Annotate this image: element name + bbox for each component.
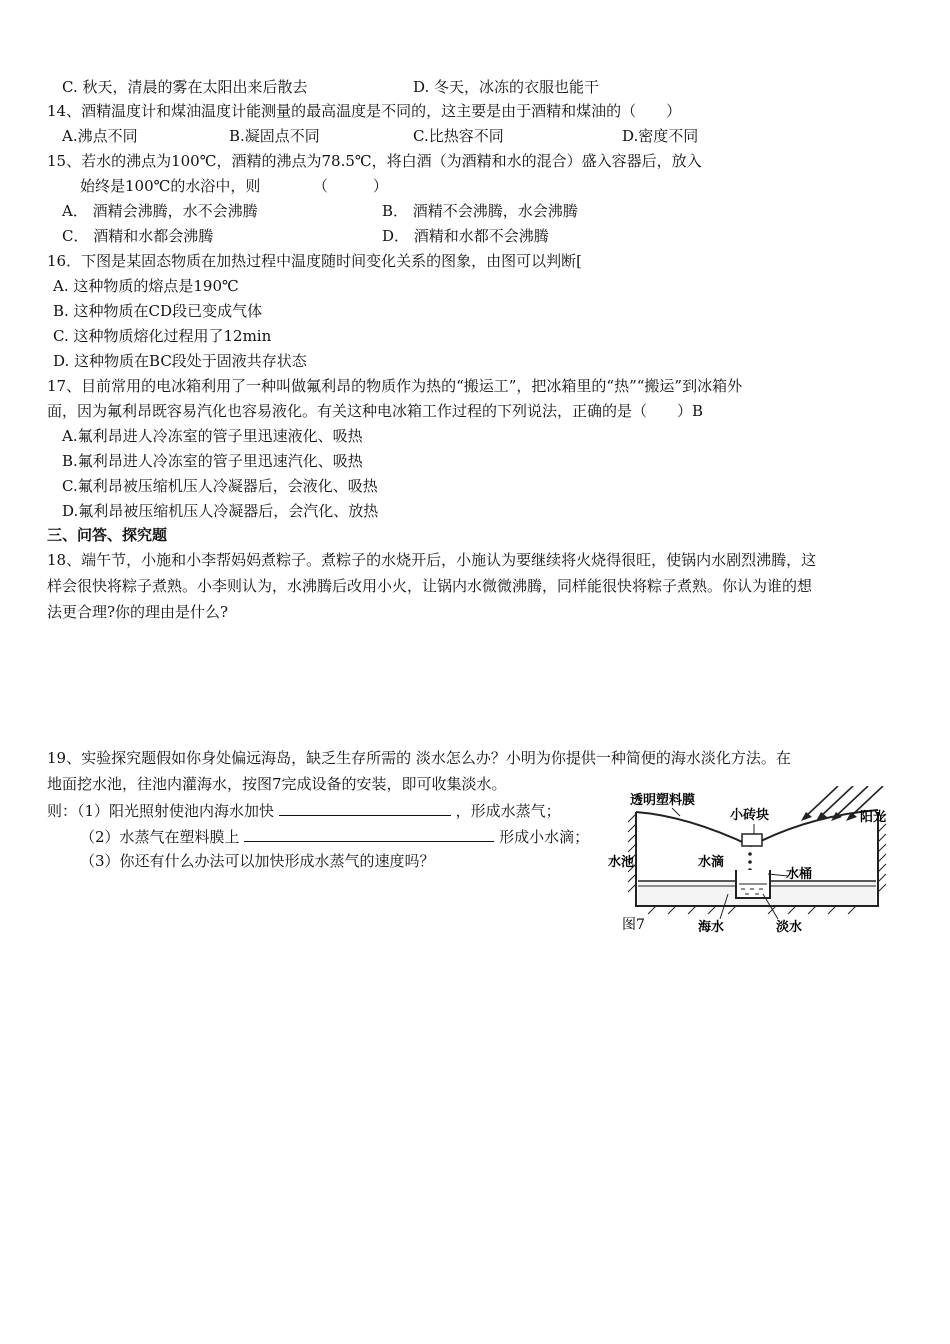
q17-option-b: B.氟利昂进人冷冻室的管子里迅速汽化、吸热 [62, 452, 363, 470]
q15-option-a: A． 酒精会沸腾，水不会沸腾 [62, 202, 258, 220]
figure-caption: 图7 [622, 917, 645, 933]
water-drops [748, 852, 752, 872]
q15-stem-line1: 15、若水的沸点为100℃，酒精的沸点为78.5℃，将白酒（为酒精和水的混合）盛入容器后，放入 [47, 152, 702, 170]
q18-line3: 法更合理?你的理由是什么? [47, 603, 229, 621]
q18-line1: 18、端午节，小施和小李帮妈妈煮粽子。煮粽子的水烧开后，小施认为要继续将火烧得很旺，使锅内水剧烈沸腾，这 [47, 551, 817, 569]
q19-line2: 地面挖水池，往池内灌海水，按图7完成设备的安装，即可收集淡水。 [47, 775, 507, 793]
q19-line1: 19、实验探究题假如你身处偏远海岛，缺乏生存所需的 淡水怎么办？小明为你提供一种简便的海水淡化方法。在 [47, 749, 791, 767]
q19-part2 [80, 826, 589, 847]
q16-option-c: C. 这种物质熔化过程用了12min [53, 327, 272, 345]
q13-option-c: C. 秋天，清晨的雾在太阳出来后散去 [62, 78, 308, 96]
q15-option-d: D． 酒精和水都不会沸腾 [382, 227, 549, 245]
q13-option-d: D. 冬天，冰冻的衣服也能干 [413, 78, 600, 96]
pool-label: 水池 [608, 855, 635, 870]
q17-option-d: D.氟利昂被压缩机压人冷凝器后，会汽化、放热 [62, 502, 379, 520]
sea-label: 海水 [698, 920, 725, 935]
q16-option-b: B. 这种物质在CD段已变成气体 [53, 302, 263, 320]
q16-stem: 16．下图是某固态物质在加热过程中温度随时间变化关系的图象，由图可以判断[ [47, 252, 582, 270]
q14-option-a: A.沸点不同 [62, 127, 138, 145]
q16-option-d: D. 这种物质在BC段处于固液共存状态 [53, 352, 307, 370]
figure-7-desalination-diagram [608, 786, 898, 936]
film-leader [672, 808, 680, 816]
brick-label: 小砖块 [730, 808, 770, 823]
sun-label: 阳光 [860, 810, 887, 825]
figure-white-mask [608, 796, 635, 900]
q17-stem-line1: 17、目前常用的电冰箱利用了一种叫做氟利昂的物质作为热的“搬运工”，把冰箱里的“热”“搬运”到冰箱外 [47, 377, 743, 395]
q16-option-a: A. 这种物质的熔点是190℃ [53, 277, 239, 295]
q19-part1-text-b: ，形成水蒸气； [455, 802, 561, 820]
q17-option-c: C.氟利昂被压缩机压人冷凝器后，会液化、吸热 [62, 477, 378, 495]
small-brick [742, 834, 762, 846]
q19-answer-blank-2[interactable] [244, 826, 494, 842]
q14-option-b: B.凝固点不同 [229, 127, 320, 145]
q19-part1-text-a: 则：（1）阳光照射使池内海水加快 [47, 802, 275, 820]
section-heading: 三、问答、探究题 [47, 526, 168, 544]
q17-option-a: A.氟利昂进人冷冻室的管子里迅速液化、吸热 [62, 427, 363, 445]
q19-part2-text-a: （2）水蒸气在塑料膜上 [80, 828, 240, 846]
q15-option-c: C． 酒精和水都会沸腾 [62, 227, 214, 245]
drop-label: 水滴 [698, 855, 725, 870]
q17-stem-line2: 面，因为氟利昂既容易汽化也容易液化。有关这种电冰箱工作过程的下列说法，正确的是（ ）B [47, 402, 704, 420]
q14-option-c: C.比热容不同 [413, 127, 504, 145]
q19-part3: （3）你还有什么办法可以加快形成水蒸气的速度吗？ [80, 852, 435, 870]
q14-stem: 14、酒精温度计和煤油温度计能测量的最高温度是不同的，这主要是由于酒精和煤油的（ ） [47, 102, 682, 120]
film-label: 透明塑料膜 [630, 793, 696, 808]
q15-stem-line2: 始终是100℃的水浴中，则 （ ） [80, 177, 388, 195]
q19-answer-blank-1[interactable] [279, 800, 451, 816]
bucket-label: 水桶 [786, 867, 813, 882]
q19-part2-text-b: 形成小水滴； [499, 828, 590, 846]
q15-option-b: B． 酒精不会沸腾，水会沸腾 [382, 202, 578, 220]
q18-line2: 样会很快将粽子煮熟。小李则认为，水沸腾后改用小火，让锅内水微微沸腾，同样能很快将粽子煮熟。你认为谁的想 [47, 577, 813, 595]
fresh-label: 淡水 [776, 920, 803, 935]
q19-part1 [47, 800, 561, 821]
q14-option-d: D.密度不同 [622, 127, 699, 145]
